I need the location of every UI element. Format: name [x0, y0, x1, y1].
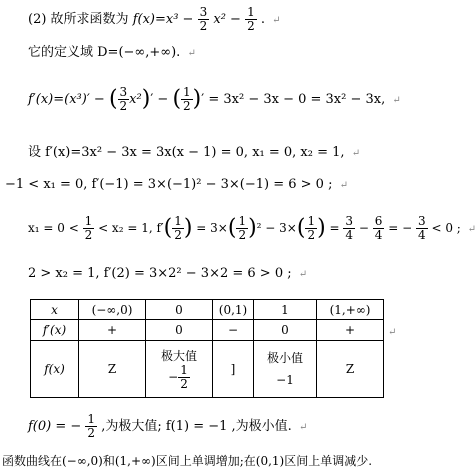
paren-open: (: [108, 86, 118, 112]
frac-num: 1: [84, 214, 93, 228]
line3-expr-d: ′ = 3x² − 3x − 0 = 3x² − 3x,: [201, 92, 386, 107]
frac-den: 2: [119, 99, 128, 113]
table-cell: 0: [254, 320, 317, 341]
table-cell-max: [146, 341, 213, 398]
fraction: [198, 6, 210, 33]
min-value-expr: −1: [276, 373, 294, 387]
line6-b: < x₂ = 1, f′: [98, 221, 164, 235]
fraction: [236, 215, 248, 242]
frac-den: 2: [87, 426, 96, 440]
fraction: [178, 364, 190, 391]
line-8: [28, 413, 307, 440]
line6-e: =: [329, 221, 340, 235]
line-2: [28, 41, 196, 60]
line9-text: 函数曲线在(−∞,0)和(1,+∞)区间上单调增加;在(0,1)区间上单调减少.: [2, 454, 373, 468]
table-cell: Z: [317, 341, 384, 398]
table-cell: 0: [146, 300, 213, 320]
table-cell: f′(x): [31, 320, 79, 341]
table-cell: 1: [254, 300, 317, 320]
fraction: [83, 215, 95, 242]
line6-a: x₁ = 0 <: [28, 221, 79, 235]
line6-c: = 3×: [196, 221, 228, 235]
frac-num: 1: [87, 412, 96, 426]
table-cell-min: [254, 341, 317, 398]
frac-num: 1: [307, 214, 316, 228]
frac-den: 4: [345, 228, 354, 242]
paragraph-mark: ↵: [187, 48, 196, 59]
table-cell: Z: [79, 341, 146, 398]
paren-open: (: [227, 215, 237, 241]
frac-den: 2: [84, 228, 93, 242]
line3-expr-c: ′ −: [150, 92, 169, 107]
table-row: [31, 320, 384, 341]
paren-close: ): [317, 215, 326, 241]
frac-num: 3: [345, 214, 354, 228]
frac-den: 2: [238, 228, 247, 242]
line5-text: −1 < x₁ = 0, f′(−1) = 3×(−1)² − 3×(−1) = 6 > 0 ;: [5, 177, 333, 192]
paragraph-mark: ↵: [351, 148, 361, 159]
fraction: [172, 215, 184, 242]
paren-open: (: [172, 86, 182, 112]
line1-prefix: (2) 故所求函数为: [28, 12, 129, 27]
table-cell: (−∞,0): [79, 300, 146, 320]
line3-expr-a: f′(x)=(x³)′ −: [28, 92, 105, 107]
paragraph-mark: ↵: [467, 224, 476, 235]
max-sign: −: [168, 369, 179, 384]
fraction: [118, 86, 130, 113]
frac-den: 2: [247, 19, 255, 33]
fraction: [373, 215, 385, 242]
table-cell: f(x): [31, 341, 79, 398]
fraction: [305, 215, 317, 242]
table-cell: x: [31, 300, 79, 320]
min-label: 极小值: [266, 351, 303, 365]
paragraph-mark: ↵: [272, 15, 281, 26]
line8-a: f(0) = −: [28, 419, 82, 434]
frac-num: 1: [238, 214, 247, 228]
paragraph-mark: ↵: [298, 269, 308, 280]
fraction: [245, 6, 257, 33]
frac-den: 2: [199, 19, 208, 33]
paren-close: ): [248, 215, 257, 241]
fraction: [85, 413, 97, 440]
table-row: [31, 300, 384, 320]
fraction: [343, 215, 355, 242]
frac-den: 2: [307, 228, 316, 242]
paragraph-mark: ↵: [388, 327, 397, 338]
max-value: [161, 348, 197, 391]
line6-i: < 0 ;: [431, 221, 461, 235]
max-value-expr: [161, 364, 197, 391]
paragraph-mark: ↵: [392, 95, 401, 106]
frac-num: 1: [247, 5, 255, 19]
table-cell: 0: [146, 320, 213, 341]
paragraph-mark: ↵: [339, 180, 348, 191]
frac-den: 4: [418, 228, 426, 242]
frac-num: 3: [418, 214, 426, 228]
frac-num: 1: [180, 362, 188, 377]
frac-num: 1: [183, 85, 191, 99]
line3-expr-b: x²: [129, 92, 142, 107]
line1-expr-a: f(x)=x³ −: [132, 12, 194, 27]
line-3: [28, 86, 401, 113]
line1-end: .: [260, 12, 266, 27]
paragraph-mark: ↵: [298, 422, 308, 433]
frac-num: 1: [174, 214, 182, 228]
table-cell: ]: [213, 341, 254, 398]
line7-text: 2 > x₂ = 1, f′(2) = 3×2² − 3×2 = 6 > 0 ;: [28, 266, 292, 281]
frac-num: 6: [374, 214, 383, 228]
paren-open: (: [296, 215, 306, 241]
frac-den: 2: [174, 228, 182, 242]
table-cell: (1,+∞): [317, 300, 384, 320]
table-cell: −: [213, 320, 254, 341]
frac-den: 4: [374, 228, 383, 242]
table-cell: +: [317, 320, 384, 341]
line1-expr-b: x² −: [213, 12, 241, 27]
line8-b: ,为极大值; f(1) = −1 ,为极小值.: [101, 419, 292, 434]
line6-h: = −: [388, 221, 413, 235]
paren-close: ): [192, 86, 202, 112]
frac-den: 2: [180, 376, 188, 391]
table-row: [31, 341, 384, 398]
min-value: [267, 350, 303, 388]
sign-table: [30, 299, 384, 398]
line4-text: 设 f′(x)=3x² − 3x = 3x(x − 1) = 0, x₁ = 0, x₂ = 1,: [28, 145, 345, 160]
line-5: [5, 177, 348, 192]
frac-num: 3: [199, 5, 208, 19]
paren-close: ): [141, 86, 151, 112]
paren-close: ): [183, 215, 193, 241]
line-9: [2, 452, 372, 469]
line-4: [28, 141, 360, 160]
line6-g: −: [358, 221, 369, 235]
frac-den: 2: [183, 99, 191, 113]
frac-num: 3: [119, 85, 128, 99]
max-label: 极大值: [160, 348, 197, 363]
paren-open: (: [163, 215, 173, 241]
line-1: [28, 6, 281, 33]
line-7: [28, 266, 307, 281]
fraction: [181, 86, 193, 113]
line2-text: 它的定义域 D=(−∞,+∞).: [28, 45, 181, 60]
table-cell: +: [79, 320, 146, 341]
table-cell: (0,1): [213, 300, 254, 320]
line6-d: ² − 3×: [256, 221, 297, 235]
line-6: [28, 215, 476, 242]
fraction: [416, 215, 428, 242]
